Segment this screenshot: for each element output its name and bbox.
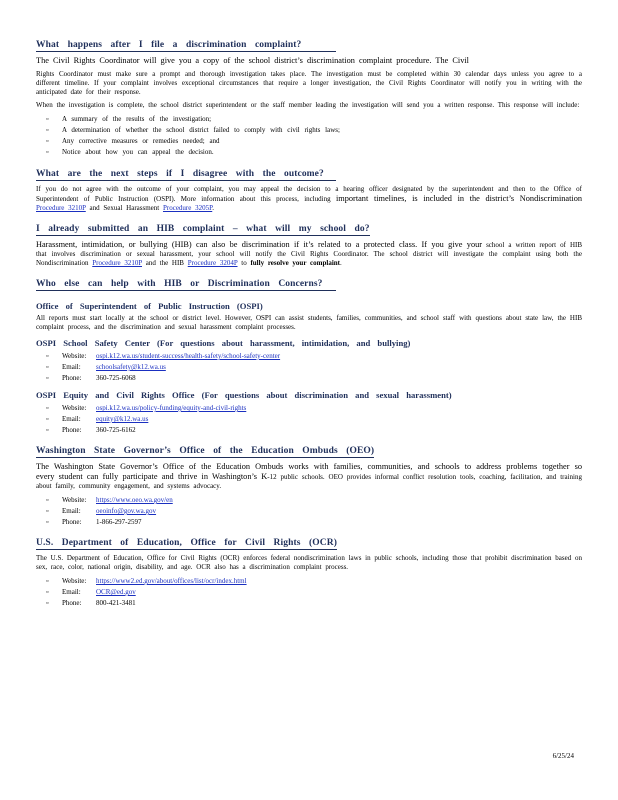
list-item: ▫ Website: ospi.k12.wa.us/student-success/health-safety/school-safety-center [46, 352, 281, 360]
bullet-icon: ▫ [46, 588, 49, 596]
bullet-icon: ▫ [46, 507, 49, 515]
oeo-text: The Washington State Governor’s Office of the Education Ombuds works with families, communities, and schools to address problems together so every student can fully participate and thrive in Washington’s K-12 public schools. OEO provides informal conflict resolution tools, coaching, facilitation, and training about family, community engagement, and systems advocacy. [36, 462, 582, 490]
heading-ospi: Office of Superintendent of Public Instruction (OSPI) [36, 301, 263, 311]
bullet-icon: ▫ [46, 415, 49, 423]
list-item: ▫ Email: equity@k12.wa.us [46, 415, 149, 423]
oeo-phone: 1-866-297-2597 [96, 518, 142, 526]
ocr-website-link[interactable]: https://www2.ed.gov/about/offices/list/ocr/index.html [96, 577, 247, 585]
ospi-safety-website-link[interactable]: ospi.k12.wa.us/student-success/health-safety/school-safety-center [96, 352, 281, 360]
oeo-email-link[interactable]: oeoinfo@gov.wa.gov [96, 507, 157, 515]
footer-date: 6/25/24 [552, 752, 574, 760]
list-item: ▫ Notice about how you can appeal the decision. [46, 148, 214, 156]
procedure-3210p-link[interactable]: Procedure 3210P [92, 259, 143, 267]
list-item: ▫ Email: OCR@ed.gov [46, 588, 136, 596]
ocr-email-link[interactable]: OCR@ed.gov [96, 588, 136, 596]
ospi-text: All reports must start locally at the school or district level. However, OSPI can assist students, families, communities, and school staff with questions about state law, the HIB complaint process, and the discrimination and sexual harassment complaint processes. [36, 314, 582, 331]
list-item: ▫ A determination of whether the school district failed to comply with civil rights laws; [46, 126, 340, 134]
ospi-safety-phone: 360-725-6068 [96, 374, 136, 382]
bullet-icon: ▫ [46, 148, 49, 156]
bullet-icon: ▫ [46, 352, 49, 360]
procedure-3205p-link[interactable]: Procedure 3205P [162, 204, 213, 212]
oeo-website-link[interactable]: https://www.oeo.wa.gov/en [96, 496, 173, 504]
heading-ospi-equity: OSPI Equity and Civil Rights Office (For questions about discrimination and sexual harassment) [36, 390, 452, 400]
response-list [36, 114, 582, 158]
bullet-icon: ▫ [46, 599, 49, 607]
after-filing-para2: When the investigation is complete, the school district superintendent or the staff member leading the investigation will send you a written response. This response will include: [36, 101, 580, 109]
section-other-help [36, 273, 582, 609]
section-hib-complaint [36, 218, 582, 268]
ocr-contacts [36, 576, 582, 609]
document-content [36, 34, 582, 614]
ospi-safety-contacts [36, 351, 582, 384]
list-item: ▫ Phone: 800-421-3481 [46, 599, 136, 607]
ospi-equity-phone: 360-725-6162 [96, 426, 136, 434]
bullet-icon: ▫ [46, 363, 49, 371]
bullet-icon: ▫ [46, 404, 49, 412]
list-item: ▫ Phone: 360-725-6162 [46, 426, 136, 434]
heading-ospi-safety: OSPI School Safety Center (For questions about harassment, intimidation, and bullying) [36, 338, 411, 348]
bullet-icon: ▫ [46, 374, 49, 382]
list-item: ▫ A summary of the results of the investigation; [46, 115, 212, 123]
ospi-equity-website-link[interactable]: ospi.k12.wa.us/policy-funding/equity-and-civil-rights [96, 404, 247, 412]
bullet-icon: ▫ [46, 137, 49, 145]
ocr-phone: 800-421-3481 [96, 599, 136, 607]
list-item: ▫ Website: https://www.oeo.wa.gov/en [46, 496, 173, 504]
bullet-icon: ▫ [46, 115, 49, 123]
oeo-contacts [36, 495, 582, 528]
ospi-safety-email-link[interactable]: schoolsafety@k12.wa.us [96, 363, 166, 371]
heading-hib-complaint: I already submitted an HIB complaint – what will my school do? [36, 224, 370, 234]
hib-complaint-text: Harassment, intimidation, or bullying (HIB) can also be discrimination if it’s related to a protected class. If you give your school a written report of HIB that involves discrimination or sexual harassment, your school will notify the Civil Rights Coordinator. The school district will investigate the complaint using both the Nondiscrimination Procedure 3210P and the HIB Procedure 3204P to fully resolve your complaint. [36, 240, 583, 267]
bullet-icon: ▫ [46, 426, 49, 434]
after-filing-intro-big: The Civil Rights Coordinator will give you a copy of the school district’s discrimination complaint procedure. The Civil [36, 56, 469, 65]
heading-next-steps: What are the next steps if I disagree with the outcome? [36, 169, 336, 181]
next-steps-text: If you do not agree with the outcome of your complaint, you may appeal the decision to a hearing officer designated by the superintendent and then to the Office of Superintendent of Public Instruction (OSPI). More information about this process, including important timelines, is included in the district’s Nondiscrimination Procedure 3210P and Sexual Harassment Procedure 3205P. [36, 185, 582, 212]
list-item: ▫ Any corrective measures or remedies needed; and [46, 137, 220, 145]
heading-oeo: Washington State Governor’s Office of the Education Ombuds (OEO) [36, 446, 375, 456]
ospi-equity-contacts [36, 403, 582, 436]
list-item: ▫ Website: ospi.k12.wa.us/policy-funding/equity-and-civil-rights [46, 404, 247, 412]
bullet-icon: ▫ [46, 577, 49, 585]
procedure-3204p-link[interactable]: Procedure 3204P [187, 259, 238, 267]
ocr-text: The U.S. Department of Education, Office for Civil Rights (OCR) enforces federal nondiscrimination laws in public schools, including those that prohibit discrimination based on sex, race, color, national origin, disability, and age. OCR also has a discrimination complaint process. [36, 554, 582, 571]
section-next-steps [36, 163, 582, 213]
section-after-filing [36, 34, 582, 158]
bullet-icon: ▫ [46, 518, 49, 526]
list-item: ▫ Email: schoolsafety@k12.wa.us [46, 363, 166, 371]
heading-after-filing: What happens after I file a discrimination complaint? [36, 40, 336, 52]
list-item: ▫ Phone: 360-725-6068 [46, 374, 136, 382]
heading-ocr: U.S. Department of Education, Office for Civil Rights (OCR) [36, 538, 337, 548]
list-item: ▫ Phone: 1-866-297-2597 [46, 518, 142, 526]
procedure-3210p-link[interactable]: Procedure 3210P [36, 204, 86, 212]
bullet-icon: ▫ [46, 496, 49, 504]
ospi-equity-email-link[interactable]: equity@k12.wa.us [96, 415, 149, 423]
after-filing-intro-small: Rights Coordinator must make sure a prompt and thorough investigation takes place. The investigation must be completed within 30 calendar days unless you agree to a different timeline. If your complaint involves exceptional circumstances that require a longer investigation, the Civil Rights Coordinator will notify you in writing with the anticipated date for their response. [36, 70, 582, 96]
heading-other-help: Who else can help with HIB or Discrimination Concerns? [36, 279, 336, 291]
bullet-icon: ▫ [46, 126, 49, 134]
list-item: ▫ Email: oeoinfo@gov.wa.gov [46, 507, 157, 515]
list-item: ▫ Website: https://www2.ed.gov/about/offices/list/ocr/index.html [46, 577, 247, 585]
